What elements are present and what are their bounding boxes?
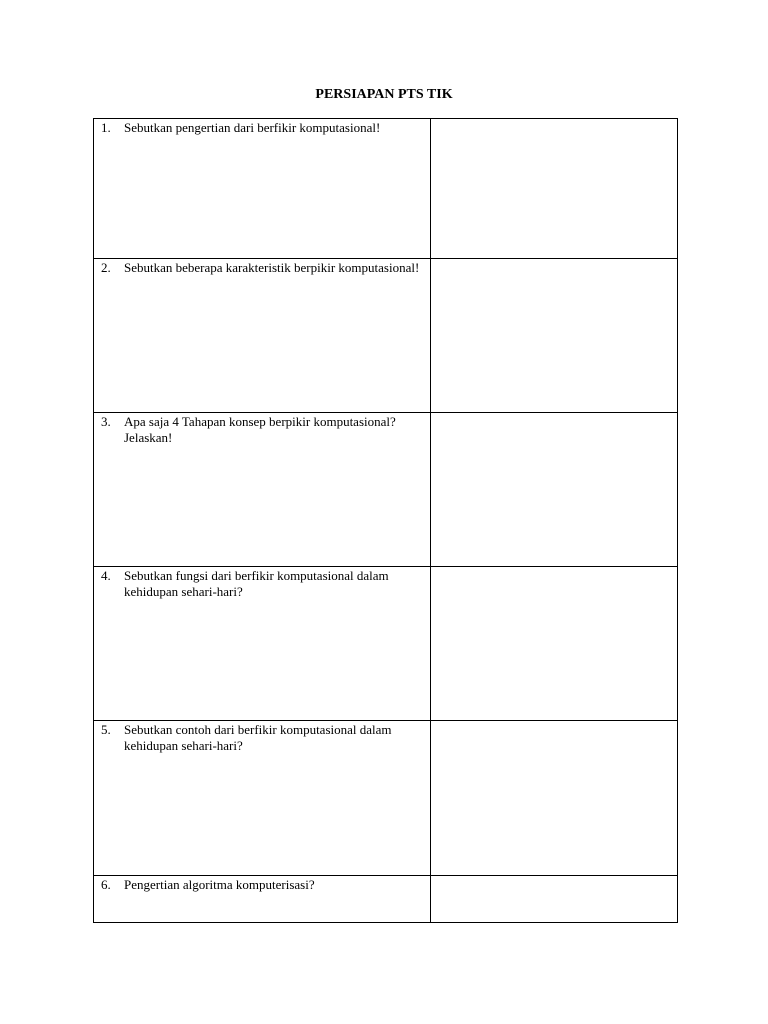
answer-cell[interactable]	[431, 413, 678, 567]
table-row	[94, 721, 678, 876]
question-text: Sebutkan fungsi dari berfikir komputasional dalam kehidupan sehari-hari?	[124, 568, 389, 599]
question-number: 1.	[101, 120, 111, 135]
answer-cell[interactable]	[431, 259, 678, 413]
page-title: PERSIAPAN PTS TIK	[315, 87, 453, 102]
question-text: Sebutkan pengertian dari berfikir komputasional!	[124, 120, 381, 135]
answer-cell[interactable]	[431, 119, 678, 259]
answer-cell[interactable]	[431, 567, 678, 721]
question-text: Sebutkan beberapa karakteristik berpikir komputasional!	[124, 260, 420, 275]
table-row	[94, 413, 678, 567]
question-cell	[94, 259, 431, 413]
question-number: 2.	[101, 260, 111, 275]
table-row	[94, 567, 678, 721]
question-cell	[94, 119, 431, 259]
question-cell	[94, 876, 431, 923]
question-cell	[94, 721, 431, 876]
question-text: Pengertian algoritma komputerisasi?	[124, 877, 315, 892]
table-row	[94, 119, 678, 259]
question-text: Sebutkan contoh dari berfikir komputasional dalam kehidupan sehari-hari?	[124, 722, 392, 753]
table-row	[94, 259, 678, 413]
answer-cell[interactable]	[431, 876, 678, 923]
question-table	[93, 118, 678, 923]
question-cell	[94, 567, 431, 721]
table-row	[94, 876, 678, 923]
question-number: 3.	[101, 414, 111, 429]
question-text: Apa saja 4 Tahapan konsep berpikir komputasional? Jelaskan!	[124, 414, 396, 445]
question-number: 6.	[101, 877, 111, 892]
answer-cell[interactable]	[431, 721, 678, 876]
question-cell	[94, 413, 431, 567]
question-number: 5.	[101, 722, 111, 737]
question-number: 4.	[101, 568, 111, 583]
